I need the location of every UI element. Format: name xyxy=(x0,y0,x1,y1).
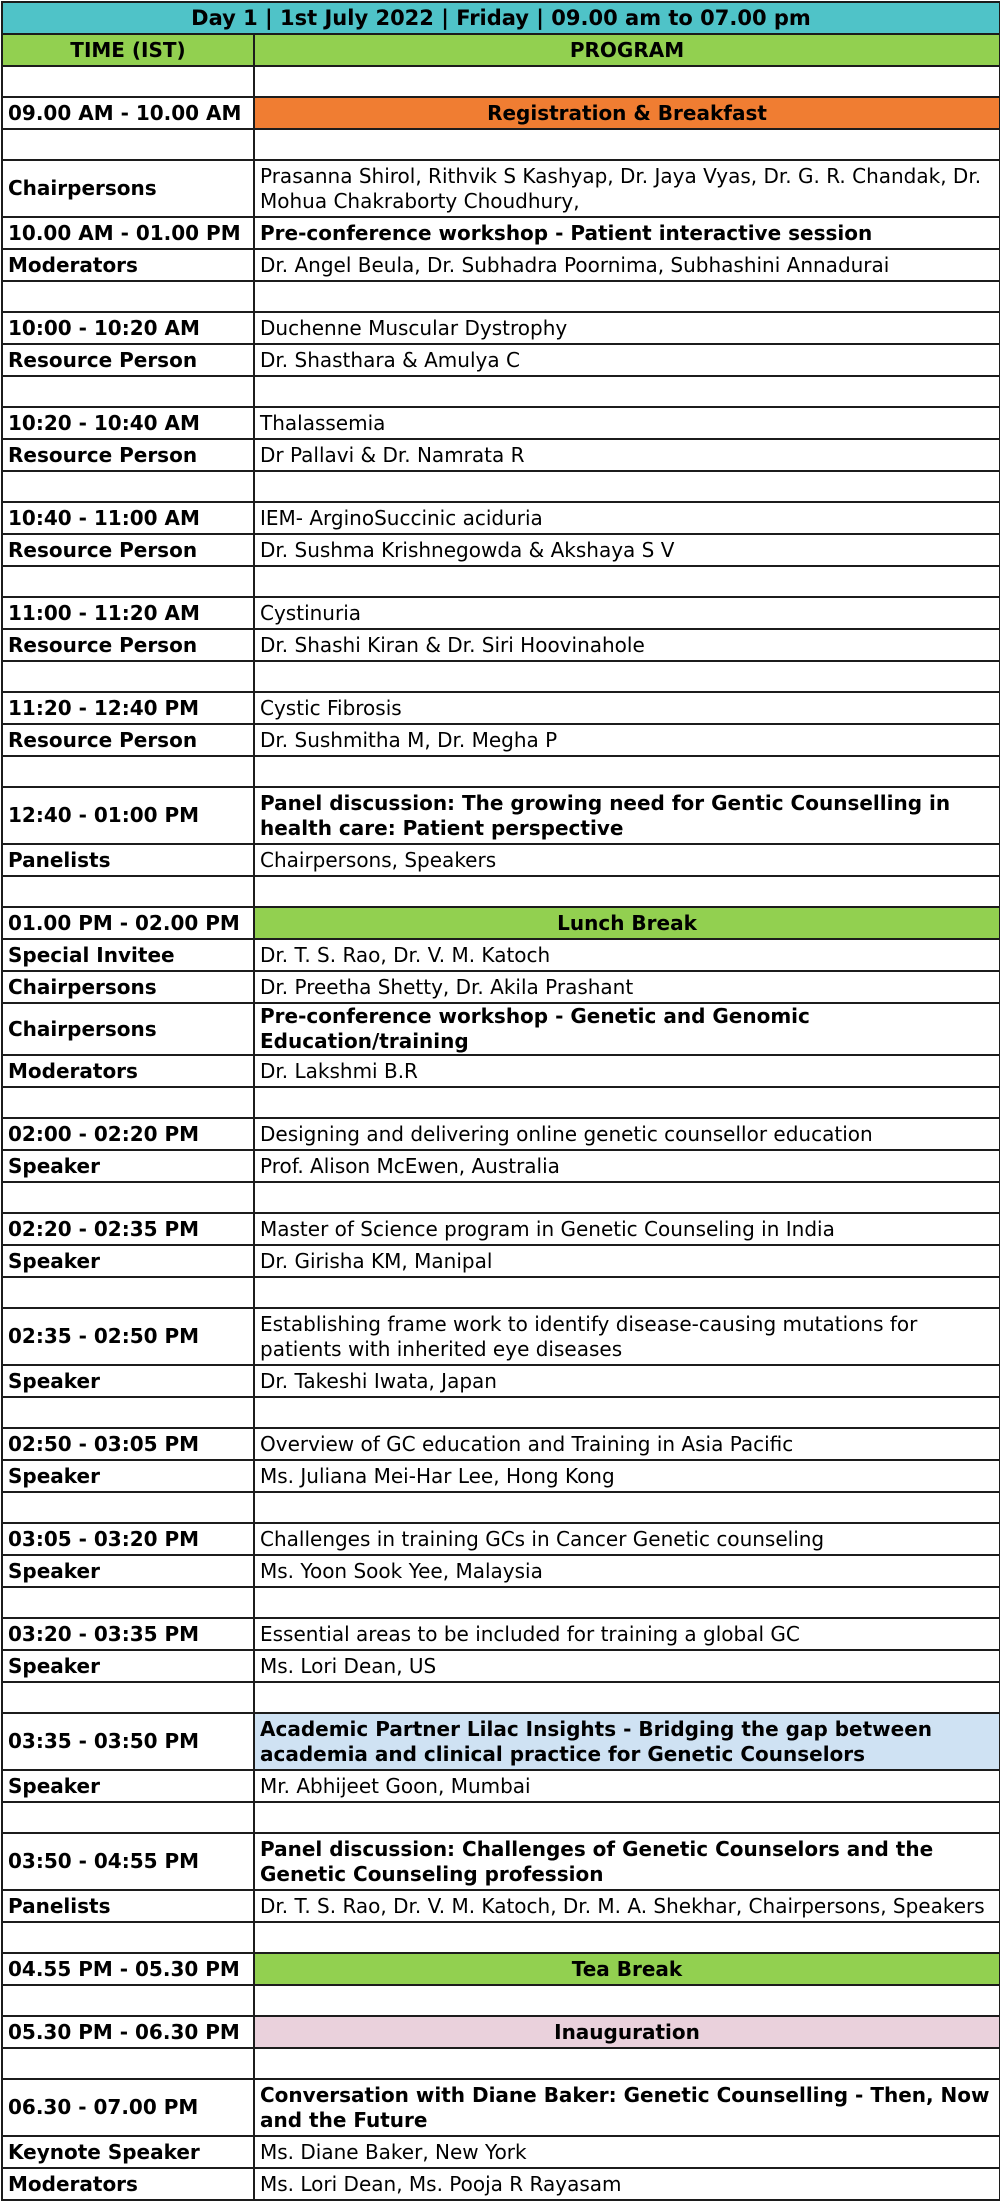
day-title-row xyxy=(2,2,1000,34)
spacer-row xyxy=(2,129,1000,160)
schedule-row xyxy=(2,1118,1000,1150)
spacer-cell xyxy=(2,1492,254,1523)
header-row xyxy=(2,34,1000,66)
time-cell: Resource Person xyxy=(2,629,254,661)
time-cell: Speaker xyxy=(2,1555,254,1587)
schedule-row xyxy=(2,1650,1000,1682)
program-cell: Chairpersons, Speakers xyxy=(254,844,1000,876)
time-cell: 02:00 - 02:20 PM xyxy=(2,1118,254,1150)
schedule-row xyxy=(2,160,1000,217)
spacer-cell xyxy=(2,1087,254,1118)
program-cell: Panel discussion: Challenges of Genetic Counselors and the Genetic Counseling profession xyxy=(254,1833,1000,1890)
schedule-row xyxy=(2,439,1000,471)
program-cell: Challenges in training GCs in Cancer Genetic counseling xyxy=(254,1523,1000,1555)
program-cell: Registration & Breakfast xyxy=(254,97,1000,129)
spacer-cell xyxy=(2,1182,254,1213)
time-cell: Moderators xyxy=(2,2168,254,2200)
program-cell: IEM- ArginoSuccinic aciduria xyxy=(254,502,1000,534)
spacer-cell xyxy=(254,66,1000,97)
spacer-cell xyxy=(2,876,254,907)
schedule-row xyxy=(2,971,1000,1003)
program-cell: Ms. Diane Baker, New York xyxy=(254,2136,1000,2168)
spacer-cell xyxy=(254,566,1000,597)
time-cell: 11:00 - 11:20 AM xyxy=(2,597,254,629)
schedule-row xyxy=(2,1770,1000,1802)
schedule-row xyxy=(2,787,1000,844)
program-cell: Inauguration xyxy=(254,2016,1000,2048)
schedule-row xyxy=(2,2168,1000,2200)
spacer-cell xyxy=(254,1182,1000,1213)
program-cell: Lunch Break xyxy=(254,907,1000,939)
spacer-cell xyxy=(254,1397,1000,1428)
schedule-row xyxy=(2,534,1000,566)
schedule-row xyxy=(2,344,1000,376)
schedule-row xyxy=(2,2016,1000,2048)
spacer-cell xyxy=(254,756,1000,787)
spacer-cell xyxy=(2,471,254,502)
schedule-table xyxy=(1,1,1000,2201)
time-cell: 12:40 - 01:00 PM xyxy=(2,787,254,844)
program-cell: Prasanna Shirol, Rithvik S Kashyap, Dr. Jaya Vyas, Dr. G. R. Chandak, Dr. Mohua Chakraborty Choudhury, xyxy=(254,160,1000,217)
spacer-cell xyxy=(254,1587,1000,1618)
schedule-body xyxy=(2,2,1000,2200)
schedule-row xyxy=(2,1953,1000,1985)
time-cell: Panelists xyxy=(2,844,254,876)
schedule-row xyxy=(2,1618,1000,1650)
schedule-row xyxy=(2,1523,1000,1555)
time-cell: 03:50 - 04:55 PM xyxy=(2,1833,254,1890)
program-cell: Dr. Takeshi Iwata, Japan xyxy=(254,1365,1000,1397)
time-cell: Resource Person xyxy=(2,439,254,471)
spacer-cell xyxy=(254,1985,1000,2016)
program-cell: Conversation with Diane Baker: Genetic Counselling - Then, Now and the Future xyxy=(254,2079,1000,2136)
schedule-row xyxy=(2,939,1000,971)
program-cell: Cystic Fibrosis xyxy=(254,692,1000,724)
time-cell: Panelists xyxy=(2,1890,254,1922)
time-cell: Speaker xyxy=(2,1150,254,1182)
spacer-cell xyxy=(254,281,1000,312)
program-cell: Dr. Preetha Shetty, Dr. Akila Prashant xyxy=(254,971,1000,1003)
schedule-row xyxy=(2,597,1000,629)
program-cell: Academic Partner Lilac Insights - Bridging the gap between academia and clinical practice for Genetic Counselors xyxy=(254,1713,1000,1770)
spacer-row xyxy=(2,2048,1000,2079)
spacer-row xyxy=(2,1087,1000,1118)
spacer-cell xyxy=(2,1397,254,1428)
spacer-cell xyxy=(2,129,254,160)
program-cell: Duchenne Muscular Dystrophy xyxy=(254,312,1000,344)
time-cell: 01.00 PM - 02.00 PM xyxy=(2,907,254,939)
time-cell: Resource Person xyxy=(2,534,254,566)
program-cell: Dr. Sushma Krishnegowda & Akshaya S V xyxy=(254,534,1000,566)
spacer-cell xyxy=(2,1587,254,1618)
spacer-row xyxy=(2,1397,1000,1428)
time-cell: 02:50 - 03:05 PM xyxy=(2,1428,254,1460)
time-cell: 10:40 - 11:00 AM xyxy=(2,502,254,534)
schedule-row xyxy=(2,907,1000,939)
spacer-cell xyxy=(254,376,1000,407)
spacer-cell xyxy=(2,2048,254,2079)
program-cell: Establishing frame work to identify disease-causing mutations for patients with inherited eye diseases xyxy=(254,1308,1000,1365)
spacer-cell xyxy=(2,1277,254,1308)
spacer-cell xyxy=(2,1682,254,1713)
time-cell: Speaker xyxy=(2,1770,254,1802)
time-cell: 10.00 AM - 01.00 PM xyxy=(2,217,254,249)
program-cell: Dr. Angel Beula, Dr. Subhadra Poornima, Subhashini Annadurai xyxy=(254,249,1000,281)
time-cell: 11:20 - 12:40 PM xyxy=(2,692,254,724)
program-cell: Master of Science program in Genetic Counseling in India xyxy=(254,1213,1000,1245)
spacer-cell xyxy=(2,1802,254,1833)
time-cell: Chairpersons xyxy=(2,160,254,217)
schedule-row xyxy=(2,1713,1000,1770)
time-cell: Resource Person xyxy=(2,344,254,376)
program-cell: Dr. Girisha KM, Manipal xyxy=(254,1245,1000,1277)
spacer-row xyxy=(2,1802,1000,1833)
program-cell: Designing and delivering online genetic counsellor education xyxy=(254,1118,1000,1150)
schedule-row xyxy=(2,629,1000,661)
time-cell: Speaker xyxy=(2,1460,254,1492)
spacer-cell xyxy=(254,1682,1000,1713)
time-cell: Moderators xyxy=(2,249,254,281)
spacer-row xyxy=(2,1985,1000,2016)
time-cell: Resource Person xyxy=(2,724,254,756)
spacer-row xyxy=(2,1277,1000,1308)
spacer-cell xyxy=(254,1922,1000,1953)
time-cell: 03:20 - 03:35 PM xyxy=(2,1618,254,1650)
schedule-row xyxy=(2,97,1000,129)
schedule-row xyxy=(2,1308,1000,1365)
time-cell: 10:20 - 10:40 AM xyxy=(2,407,254,439)
spacer-cell xyxy=(254,2048,1000,2079)
spacer-row xyxy=(2,876,1000,907)
schedule-row xyxy=(2,724,1000,756)
time-cell: Chairpersons xyxy=(2,1003,254,1055)
spacer-row xyxy=(2,1682,1000,1713)
spacer-cell xyxy=(2,281,254,312)
program-cell: Cystinuria xyxy=(254,597,1000,629)
spacer-cell xyxy=(2,661,254,692)
time-cell: 02:35 - 02:50 PM xyxy=(2,1308,254,1365)
spacer-cell xyxy=(254,129,1000,160)
schedule-row xyxy=(2,844,1000,876)
schedule-row xyxy=(2,312,1000,344)
schedule-row xyxy=(2,1365,1000,1397)
schedule-row xyxy=(2,2136,1000,2168)
spacer-row xyxy=(2,281,1000,312)
time-cell: 02:20 - 02:35 PM xyxy=(2,1213,254,1245)
program-cell: Panel discussion: The growing need for Gentic Counselling in health care: Patient perspective xyxy=(254,787,1000,844)
schedule-row xyxy=(2,1890,1000,1922)
schedule-row xyxy=(2,1055,1000,1087)
program-cell: Pre-conference workshop - Genetic and Genomic Education/training xyxy=(254,1003,1000,1055)
spacer-cell xyxy=(2,66,254,97)
spacer-row xyxy=(2,661,1000,692)
program-cell: Dr Pallavi & Dr. Namrata R xyxy=(254,439,1000,471)
spacer-row xyxy=(2,756,1000,787)
program-cell: Ms. Lori Dean, US xyxy=(254,1650,1000,1682)
time-cell: 09.00 AM - 10.00 AM xyxy=(2,97,254,129)
schedule-row xyxy=(2,1555,1000,1587)
program-cell: Thalassemia xyxy=(254,407,1000,439)
spacer-row xyxy=(2,1587,1000,1618)
program-cell: Prof. Alison McEwen, Australia xyxy=(254,1150,1000,1182)
schedule-row xyxy=(2,502,1000,534)
spacer-row xyxy=(2,1182,1000,1213)
spacer-row xyxy=(2,471,1000,502)
schedule-row xyxy=(2,1150,1000,1182)
time-cell: Keynote Speaker xyxy=(2,2136,254,2168)
header-time: TIME (IST) xyxy=(2,34,254,66)
spacer-cell xyxy=(254,1087,1000,1118)
spacer-cell xyxy=(254,1277,1000,1308)
time-cell: 10:00 - 10:20 AM xyxy=(2,312,254,344)
time-cell: Speaker xyxy=(2,1650,254,1682)
spacer-cell xyxy=(2,376,254,407)
schedule-row xyxy=(2,1213,1000,1245)
schedule-row xyxy=(2,1833,1000,1890)
schedule-row xyxy=(2,1245,1000,1277)
time-cell: 03:05 - 03:20 PM xyxy=(2,1523,254,1555)
spacer-cell xyxy=(254,1802,1000,1833)
program-cell: Tea Break xyxy=(254,1953,1000,1985)
program-cell: Dr. Lakshmi B.R xyxy=(254,1055,1000,1087)
time-cell: 05.30 PM - 06.30 PM xyxy=(2,2016,254,2048)
spacer-cell xyxy=(254,1492,1000,1523)
spacer-cell xyxy=(2,566,254,597)
spacer-cell xyxy=(2,756,254,787)
time-cell: Chairpersons xyxy=(2,971,254,1003)
program-cell: Ms. Yoon Sook Yee, Malaysia xyxy=(254,1555,1000,1587)
program-cell: Ms. Juliana Mei-Har Lee, Hong Kong xyxy=(254,1460,1000,1492)
program-cell: Ms. Lori Dean, Ms. Pooja R Rayasam xyxy=(254,2168,1000,2200)
schedule-row xyxy=(2,1428,1000,1460)
program-cell: Dr. Shasthara & Amulya C xyxy=(254,344,1000,376)
schedule-row xyxy=(2,692,1000,724)
time-cell: 04.55 PM - 05.30 PM xyxy=(2,1953,254,1985)
schedule-row xyxy=(2,2079,1000,2136)
spacer-cell xyxy=(254,876,1000,907)
program-cell: Mr. Abhijeet Goon, Mumbai xyxy=(254,1770,1000,1802)
header-program: PROGRAM xyxy=(254,34,1000,66)
program-cell: Dr. Shashi Kiran & Dr. Siri Hoovinahole xyxy=(254,629,1000,661)
day-title: Day 1 | 1st July 2022 | Friday | 09.00 am to 07.00 pm xyxy=(2,2,1000,34)
schedule-row xyxy=(2,1460,1000,1492)
spacer-row xyxy=(2,376,1000,407)
schedule-row xyxy=(2,407,1000,439)
time-cell: 06.30 - 07.00 PM xyxy=(2,2079,254,2136)
time-cell: Speaker xyxy=(2,1245,254,1277)
program-cell: Pre-conference workshop - Patient interactive session xyxy=(254,217,1000,249)
time-cell: Special Invitee xyxy=(2,939,254,971)
spacer-row xyxy=(2,1492,1000,1523)
spacer-row xyxy=(2,1922,1000,1953)
schedule-row xyxy=(2,249,1000,281)
time-cell: Speaker xyxy=(2,1365,254,1397)
program-cell: Essential areas to be included for training a global GC xyxy=(254,1618,1000,1650)
spacer-cell xyxy=(254,471,1000,502)
spacer-cell xyxy=(254,661,1000,692)
program-cell: Dr. T. S. Rao, Dr. V. M. Katoch, Dr. M. A. Shekhar, Chairpersons, Speakers xyxy=(254,1890,1000,1922)
spacer-row xyxy=(2,66,1000,97)
spacer-cell xyxy=(2,1985,254,2016)
time-cell: 03:35 - 03:50 PM xyxy=(2,1713,254,1770)
time-cell: Moderators xyxy=(2,1055,254,1087)
program-cell: Overview of GC education and Training in Asia Pacific xyxy=(254,1428,1000,1460)
schedule-row xyxy=(2,217,1000,249)
spacer-row xyxy=(2,566,1000,597)
schedule-row xyxy=(2,1003,1000,1055)
spacer-cell xyxy=(2,1922,254,1953)
program-cell: Dr. T. S. Rao, Dr. V. M. Katoch xyxy=(254,939,1000,971)
program-cell: Dr. Sushmitha M, Dr. Megha P xyxy=(254,724,1000,756)
